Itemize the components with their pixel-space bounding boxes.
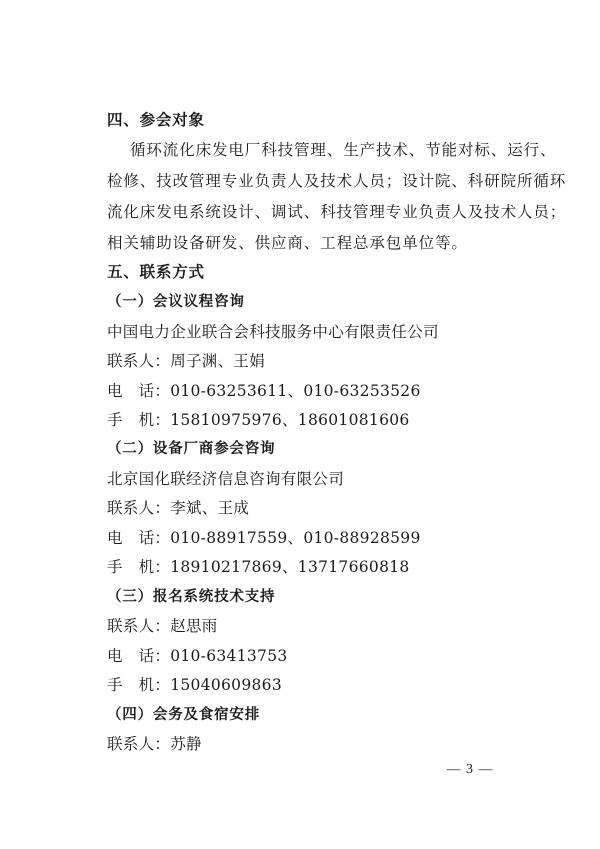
section4-paragraph-line-4: 相关辅助设备研发、供应商、工程总承包单位等。 (107, 234, 468, 252)
group1-title: （一）会议议程咨询 (107, 294, 245, 310)
group4-title: （四）会务及食宿安排 (107, 707, 260, 723)
group3-mobile: 手 机：15040609863 (107, 676, 282, 694)
group3-title: （三）报名系统技术支持 (107, 589, 276, 605)
page-number: — 3 — (446, 762, 494, 777)
group4-contact: 联系人：苏静 (107, 735, 202, 753)
group2-org: 北京国化联经济信息咨询有限公司 (107, 470, 345, 488)
group1-mobile: 手 机：15810975976、18601081606 (107, 411, 410, 429)
section4-paragraph-line-3: 流化床发电系统设计、调试、科技管理专业负责人及技术人员； (107, 203, 567, 221)
group1-contact: 联系人：周子渊、王娟 (107, 352, 266, 370)
group2-phone: 电 话：010-88917559、010-88928599 (107, 529, 421, 547)
group1-org: 中国电力企业联合会科技服务中心有限责任公司 (107, 323, 439, 341)
section5-heading: 五、联系方式 (107, 263, 205, 281)
section4-paragraph-line-2: 检修、技改管理专业负责人及技术人员；设计院、科研院所循环 (107, 172, 567, 190)
group3-phone: 电 话：010-63413753 (107, 647, 288, 665)
section4-paragraph-line-1: 循环流化床发电厂科技管理、生产技术、节能对标、运行、 (130, 141, 557, 159)
group2-title: （二）设备厂商参会咨询 (107, 441, 276, 457)
section4-heading: 四、参会对象 (107, 111, 205, 129)
group2-contact: 联系人：李斌、王成 (107, 499, 250, 517)
group1-phone: 电 话：010-63253611、010-63253526 (107, 382, 421, 400)
group3-contact: 联系人：赵思雨 (107, 617, 218, 635)
group2-mobile: 手 机：18910217869、13717660818 (107, 558, 410, 576)
